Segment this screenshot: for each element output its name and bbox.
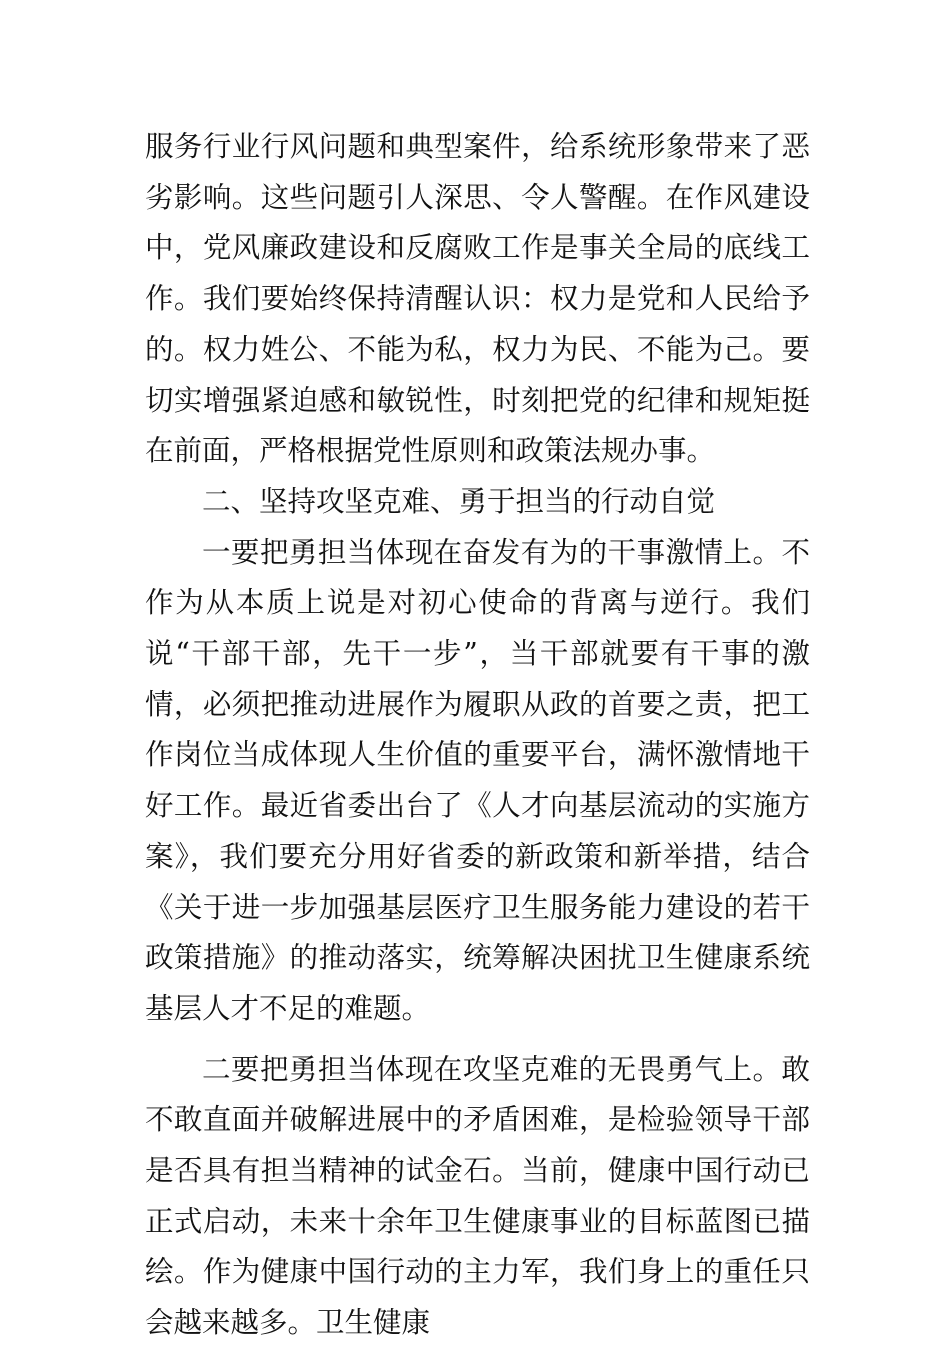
- paragraph-first-point: 一要把勇担当体现在奋发有为的干事激情上。不作为从本质上说是对初心使命的背离与逆行。我们说“干部干部，先干一步”，当干部就要有干事的激情，必须把推动进展作为履职从政的首要之责，把工作岗位当成体现人生价值的重要平台，满怀激情地干好工作。最近省委出台了《人才向基层流动的实施方案》，我们要充分用好省委的新政策和新举措，结合《关于进一步加强基层医疗卫生服务能力建设的若干政策措施》的推动落实，统筹解决困扰卫生健康系统基层人才不足的难题。: [145, 535, 810, 1025]
- paragraph-second-point: 二要把勇担当体现在攻坚克难的无畏勇气上。敢不敢直面并破解进展中的矛盾困难，是检验领导干部是否具有担当精神的试金石。当前，健康中国行动已正式启动，未来十余年卫生健康事业的目标蓝图已描绘。作为健康中国行动的主力军，我们身上的重任只会越来越多。卫生健康: [145, 1052, 810, 1340]
- section-heading: 二、坚持攻坚克难、勇于担当的行动自觉: [202, 484, 716, 518]
- document-body: [145, 122, 810, 1349]
- paragraph-continuation: 服务行业行风问题和典型案件，给系统形象带来了恶劣影响。这些问题引人深思、令人警醒。在作风建设中，党风廉政建设和反腐败工作是事关全局的底线工作。我们要始终保持清醒认识：权力是党和人民给予的。权力姓公、不能为私，权力为民、不能为己。要切实增强紧迫感和敏锐性，时刻把党的纪律和规矩挺在前面，严格根据党性原则和政策法规办事。: [145, 130, 810, 468]
